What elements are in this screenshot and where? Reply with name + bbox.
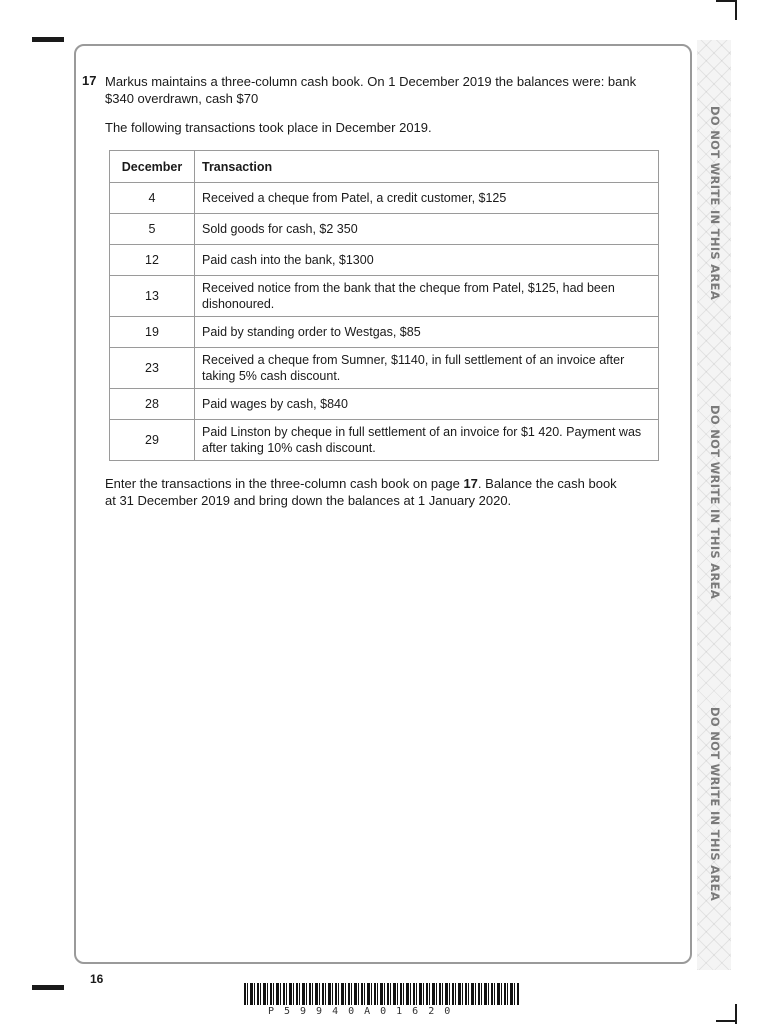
page-number: 16 — [90, 972, 104, 986]
instruction-text — [105, 475, 625, 509]
barcode — [244, 983, 520, 1005]
row-transaction: Paid by standing order to Westgas, $85 — [195, 317, 659, 348]
row-transaction: Received notice from the bank that the cheque from Patel, $125, had been dishonoured. — [195, 276, 659, 317]
row-transaction: Received a cheque from Patel, a credit customer, $125 — [195, 183, 659, 214]
table-row — [110, 420, 659, 461]
registration-mark-top — [32, 37, 64, 42]
table-row — [110, 245, 659, 276]
crop-mark-top-right — [735, 0, 737, 20]
row-transaction: Paid cash into the bank, $1300 — [195, 245, 659, 276]
row-transaction: Paid wages by cash, $840 — [195, 389, 659, 420]
table-row — [110, 214, 659, 245]
row-day: 12 — [110, 245, 195, 276]
question-intro: The following transactions took place in December 2019. — [105, 120, 432, 135]
crop-mark-bottom-right-h — [716, 1020, 736, 1022]
question-number: 17 — [82, 73, 97, 88]
instruction-page-ref: 17 — [463, 476, 478, 491]
row-day: 13 — [110, 276, 195, 317]
margin-warning-1: DO NOT WRITE IN THIS AREA — [708, 105, 722, 301]
table-row — [110, 317, 659, 348]
margin-warning-2: DO NOT WRITE IN THIS AREA — [708, 404, 722, 600]
crop-mark-top-right-h — [716, 0, 736, 2]
barcode-text: P59940A01620 — [268, 1006, 461, 1017]
table-row — [110, 348, 659, 389]
registration-mark-bottom — [32, 985, 64, 990]
table-row — [110, 276, 659, 317]
row-day: 19 — [110, 317, 195, 348]
row-transaction: Paid Linston by cheque in full settlement of an invoice for $1 420. Payment was after taking 10% cash discount. — [195, 420, 659, 461]
instruction-part-1: Enter the transactions in the three-column cash book on page — [105, 476, 464, 491]
transactions-table — [109, 150, 659, 461]
row-day: 28 — [110, 389, 195, 420]
table-row — [110, 183, 659, 214]
row-day: 4 — [110, 183, 195, 214]
table-header-row — [110, 151, 659, 183]
table-row — [110, 389, 659, 420]
header-december: December — [110, 151, 195, 183]
row-day: 23 — [110, 348, 195, 389]
row-day: 5 — [110, 214, 195, 245]
row-transaction: Sold goods for cash, $2 350 — [195, 214, 659, 245]
margin-warning-3: DO NOT WRITE IN THIS AREA — [708, 706, 722, 902]
instruction-part-2: . Balance the cash book at 31 December 2019 and bring down the balances at 1 January 2020. — [105, 476, 617, 508]
row-day: 29 — [110, 420, 195, 461]
question-text: Markus maintains a three-column cash book. On 1 December 2019 the balances were: bank $340 overdrawn, cash $70 — [105, 74, 637, 106]
header-transaction: Transaction — [195, 151, 659, 183]
row-transaction: Received a cheque from Sumner, $1140, in full settlement of an invoice after taking 5% cash discount. — [195, 348, 659, 389]
